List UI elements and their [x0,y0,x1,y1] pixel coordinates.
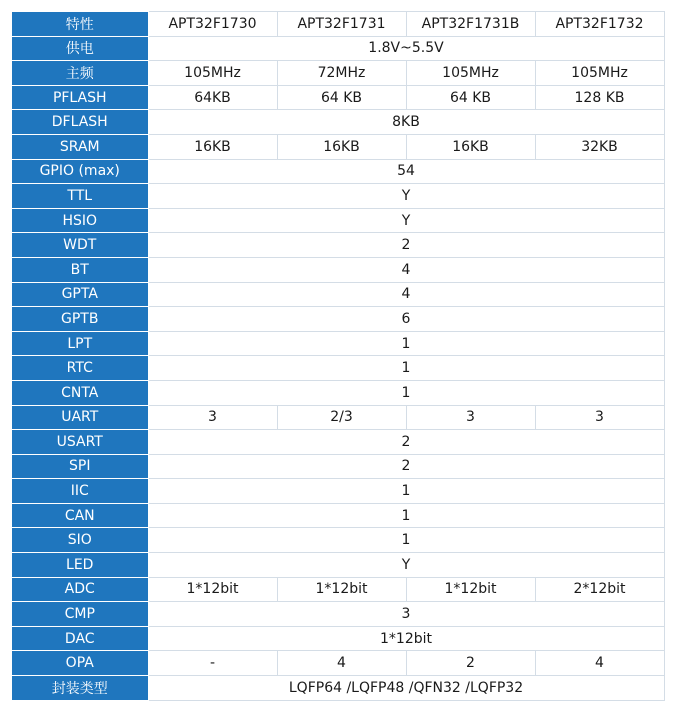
feature-label: GPTA [12,282,148,307]
feature-label: 封装类型 [12,676,148,701]
row-rtc [12,356,664,381]
spec-value: 32KB [535,134,664,159]
feature-label: GPTB [12,307,148,332]
model-header-apt32f1730: APT32F1730 [148,12,277,37]
row-adc [12,577,664,602]
feature-label: 供电 [12,36,148,61]
spec-value-all-models: 1*12bit [148,626,664,651]
spec-value-all-models: 54 [148,159,664,184]
feature-label: DAC [12,626,148,651]
feature-label: USART [12,430,148,455]
spec-value: 64 KB [277,85,406,110]
row-uart [12,405,664,430]
spec-value-all-models: 1 [148,528,664,553]
row-cmp [12,602,664,627]
spec-value-all-models: 3 [148,602,664,627]
spec-value-all-models: 2 [148,454,664,479]
spec-value: 128 KB [535,85,664,110]
spec-value: 64KB [148,85,277,110]
header-row [12,12,664,37]
row-gpio [12,159,664,184]
feature-label: WDT [12,233,148,258]
spec-value-all-models: 4 [148,257,664,282]
spec-value-all-models: 1 [148,380,664,405]
spec-value-all-models: 1 [148,503,664,528]
spec-value: 105MHz [535,61,664,86]
spec-value-all-models: Y [148,184,664,209]
feature-label: BT [12,257,148,282]
row-spi [12,454,664,479]
row-can [12,503,664,528]
spec-value-all-models: 1 [148,331,664,356]
spec-value-all-models: 2 [148,233,664,258]
feature-label: 主频 [12,61,148,86]
row-wdt [12,233,664,258]
spec-value: 105MHz [406,61,535,86]
spec-value: 2*12bit [535,577,664,602]
row-dflash [12,110,664,135]
feature-label: SRAM [12,134,148,159]
spec-value-all-models: 1 [148,356,664,381]
feature-label: CMP [12,602,148,627]
row-dac [12,626,664,651]
spec-value: 2/3 [277,405,406,430]
feature-label: ADC [12,577,148,602]
feature-label: SPI [12,454,148,479]
feature-label: PFLASH [12,85,148,110]
row-sio [12,528,664,553]
spec-value: 105MHz [148,61,277,86]
row-led [12,553,664,578]
row-frequency [12,61,664,86]
spec-value: 64 KB [406,85,535,110]
spec-value: 1*12bit [277,577,406,602]
spec-value: 3 [406,405,535,430]
spec-value: 1*12bit [406,577,535,602]
spec-value: 2 [406,651,535,676]
spec-value: 16KB [406,134,535,159]
spec-value-all-models: 2 [148,430,664,455]
feature-label: UART [12,405,148,430]
spec-value-all-models: LQFP64 /LQFP48 /QFN32 /LQFP32 [148,676,664,701]
row-cnta [12,380,664,405]
feature-label: OPA [12,651,148,676]
row-gpta [12,282,664,307]
feature-label: LED [12,553,148,578]
spec-value: 72MHz [277,61,406,86]
spec-value-all-models: Y [148,553,664,578]
spec-value: 4 [535,651,664,676]
feature-label: CAN [12,503,148,528]
row-lpt [12,331,664,356]
spec-value-all-models: Y [148,208,664,233]
row-sram [12,134,664,159]
feature-label: CNTA [12,380,148,405]
feature-label: RTC [12,356,148,381]
spec-value: 3 [148,405,277,430]
model-header-apt32f1731: APT32F1731 [277,12,406,37]
spec-value: 4 [277,651,406,676]
spec-comparison-table [12,11,665,701]
spec-value: 3 [535,405,664,430]
row-opa [12,651,664,676]
spec-value: 1*12bit [148,577,277,602]
spec-value-all-models: 1.8V~5.5V [148,36,664,61]
row-bt [12,257,664,282]
feature-label: HSIO [12,208,148,233]
row-iic [12,479,664,504]
feature-label: SIO [12,528,148,553]
spec-value-all-models: 6 [148,307,664,332]
feature-label: IIC [12,479,148,504]
spec-value: 16KB [277,134,406,159]
row-ttl [12,184,664,209]
feature-label: LPT [12,331,148,356]
spec-value-all-models: 8KB [148,110,664,135]
spec-table-body [12,36,664,700]
row-pflash [12,85,664,110]
feature-label: DFLASH [12,110,148,135]
header-feature-label: 特性 [12,12,148,37]
row-gptb [12,307,664,332]
spec-value: - [148,651,277,676]
row-usart [12,430,664,455]
model-header-apt32f1732: APT32F1732 [535,12,664,37]
spec-value: 16KB [148,134,277,159]
row-supply [12,36,664,61]
feature-label: TTL [12,184,148,209]
spec-value-all-models: 4 [148,282,664,307]
row-hsio [12,208,664,233]
model-header-apt32f1731b: APT32F1731B [406,12,535,37]
row-package [12,676,664,701]
spec-value-all-models: 1 [148,479,664,504]
feature-label: GPIO (max) [12,159,148,184]
